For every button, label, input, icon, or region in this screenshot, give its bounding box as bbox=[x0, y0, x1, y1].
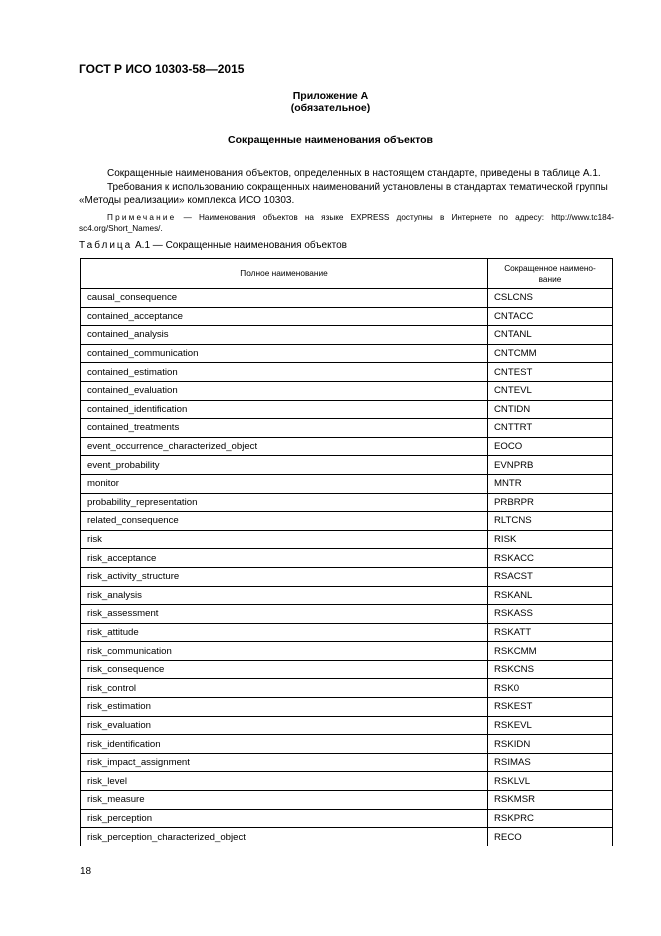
cell-full-name: risk bbox=[81, 530, 488, 549]
cell-full-name: contained_acceptance bbox=[81, 307, 488, 326]
table-row bbox=[81, 753, 613, 772]
cell-short-name: CNTEST bbox=[488, 363, 613, 382]
table-row bbox=[81, 530, 613, 549]
cell-full-name: risk_identification bbox=[81, 735, 488, 754]
cell-short-name: RSK0 bbox=[488, 679, 613, 698]
table-row bbox=[81, 474, 613, 493]
cell-short-name: CNTACC bbox=[488, 307, 613, 326]
table-row bbox=[81, 344, 613, 363]
cell-full-name: risk_analysis bbox=[81, 586, 488, 605]
document-header: ГОСТ Р ИСО 10303-58—2015 bbox=[79, 62, 245, 76]
cell-short-name: RSKASS bbox=[488, 605, 613, 624]
paragraph-requirements: Требования к использованию сокращенных наименований установлены в стандартах тематической группы «Методы реализации» комплекса ИСО 10303. bbox=[79, 182, 608, 206]
note bbox=[79, 212, 614, 234]
cell-full-name: probability_representation bbox=[81, 493, 488, 512]
table-caption bbox=[79, 240, 347, 251]
table-row bbox=[81, 828, 613, 846]
cell-short-name: EVNPRB bbox=[488, 456, 613, 475]
note-text: — Наименования объектов на языке EXPRESS доступны в Интернете по адресу: http://www.tc184-sc4.org/Short_Names/. bbox=[79, 213, 614, 233]
cell-full-name: risk_perception_characterized_object bbox=[81, 828, 488, 846]
cell-full-name: contained_communication bbox=[81, 344, 488, 363]
table-row bbox=[81, 326, 613, 345]
cell-full-name: monitor bbox=[81, 474, 488, 493]
table-row bbox=[81, 419, 613, 438]
table-row bbox=[81, 363, 613, 382]
cell-short-name: CNTIDN bbox=[488, 400, 613, 419]
cell-full-name: related_consequence bbox=[81, 512, 488, 531]
cell-short-name: CNTANL bbox=[488, 326, 613, 345]
table-row bbox=[81, 586, 613, 605]
table-caption-text: А.1 — Сокращенные наименования объектов bbox=[132, 240, 347, 251]
cell-full-name: risk_acceptance bbox=[81, 549, 488, 568]
cell-short-name: RECO bbox=[488, 828, 613, 846]
table-row bbox=[81, 493, 613, 512]
cell-full-name: risk_measure bbox=[81, 791, 488, 810]
cell-full-name: causal_consequence bbox=[81, 289, 488, 308]
cell-full-name: risk_estimation bbox=[81, 698, 488, 717]
cell-full-name: risk_assessment bbox=[81, 605, 488, 624]
cell-short-name: RSKATT bbox=[488, 623, 613, 642]
cell-full-name: risk_impact_assignment bbox=[81, 753, 488, 772]
cell-short-name: RSKANL bbox=[488, 586, 613, 605]
cell-full-name: risk_consequence bbox=[81, 660, 488, 679]
table-header-row bbox=[81, 259, 613, 289]
table-row bbox=[81, 400, 613, 419]
table-row bbox=[81, 791, 613, 810]
cell-full-name: event_probability bbox=[81, 456, 488, 475]
appendix-status: (обязательное) bbox=[290, 102, 371, 114]
table-caption-label: Таблица bbox=[79, 240, 133, 251]
cell-short-name: CNTEVL bbox=[488, 381, 613, 400]
table-row bbox=[81, 772, 613, 791]
table-row bbox=[81, 512, 613, 531]
cell-short-name: RSIMAS bbox=[488, 753, 613, 772]
table-row bbox=[81, 642, 613, 661]
cell-full-name: risk_communication bbox=[81, 642, 488, 661]
table-row bbox=[81, 735, 613, 754]
cell-short-name: CSLCNS bbox=[488, 289, 613, 308]
cell-short-name: RSKEVL bbox=[488, 716, 613, 735]
section-title: Сокращенные наименования объектов bbox=[228, 134, 433, 146]
cell-short-name: RSACST bbox=[488, 567, 613, 586]
cell-short-name: RSKPRC bbox=[488, 809, 613, 828]
table-row bbox=[81, 716, 613, 735]
cell-short-name: RSKMSR bbox=[488, 791, 613, 810]
cell-short-name: RSKLVL bbox=[488, 772, 613, 791]
cell-short-name: RSKEST bbox=[488, 698, 613, 717]
cell-full-name: contained_estimation bbox=[81, 363, 488, 382]
page-number: 18 bbox=[80, 866, 92, 877]
table-body bbox=[81, 289, 613, 846]
cell-short-name: MNTR bbox=[488, 474, 613, 493]
cell-full-name: risk_evaluation bbox=[81, 716, 488, 735]
table-row bbox=[81, 381, 613, 400]
table-row bbox=[81, 605, 613, 624]
cell-short-name: RLTCNS bbox=[488, 512, 613, 531]
cell-full-name: contained_treatments bbox=[81, 419, 488, 438]
cell-short-name: RSKCNS bbox=[488, 660, 613, 679]
cell-short-name: EOCO bbox=[488, 437, 613, 456]
cell-short-name: RSKACC bbox=[488, 549, 613, 568]
table-row bbox=[81, 623, 613, 642]
cell-full-name: risk_attitude bbox=[81, 623, 488, 642]
table-row bbox=[81, 289, 613, 308]
table-row bbox=[81, 809, 613, 828]
table-row bbox=[81, 456, 613, 475]
cell-short-name: RISK bbox=[488, 530, 613, 549]
cell-full-name: contained_evaluation bbox=[81, 381, 488, 400]
short-names-table bbox=[80, 258, 613, 846]
table-row bbox=[81, 660, 613, 679]
cell-short-name: PRBRPR bbox=[488, 493, 613, 512]
paragraph-intro: Сокращенные наименования объектов, определенных в настоящем стандарте, приведены в таблице А.1. bbox=[107, 168, 601, 179]
cell-short-name: CNTCMM bbox=[488, 344, 613, 363]
cell-full-name: event_occurrence_characterized_object bbox=[81, 437, 488, 456]
cell-full-name: risk_perception bbox=[81, 809, 488, 828]
header-short-name: Сокращенное наимено-вание bbox=[488, 259, 613, 289]
header-full-name: Полное наименование bbox=[81, 259, 488, 289]
cell-full-name: contained_identification bbox=[81, 400, 488, 419]
cell-full-name: risk_activity_structure bbox=[81, 567, 488, 586]
table-row bbox=[81, 307, 613, 326]
table-row bbox=[81, 437, 613, 456]
cell-short-name: RSKCMM bbox=[488, 642, 613, 661]
cell-full-name: contained_analysis bbox=[81, 326, 488, 345]
table-row bbox=[81, 698, 613, 717]
table-row bbox=[81, 679, 613, 698]
cell-short-name: RSKIDN bbox=[488, 735, 613, 754]
note-label: Примечание bbox=[107, 213, 177, 222]
cell-full-name: risk_level bbox=[81, 772, 488, 791]
table-row bbox=[81, 567, 613, 586]
cell-short-name: CNTTRT bbox=[488, 419, 613, 438]
appendix-title: Приложение А bbox=[292, 90, 369, 102]
table-row bbox=[81, 549, 613, 568]
cell-full-name: risk_control bbox=[81, 679, 488, 698]
